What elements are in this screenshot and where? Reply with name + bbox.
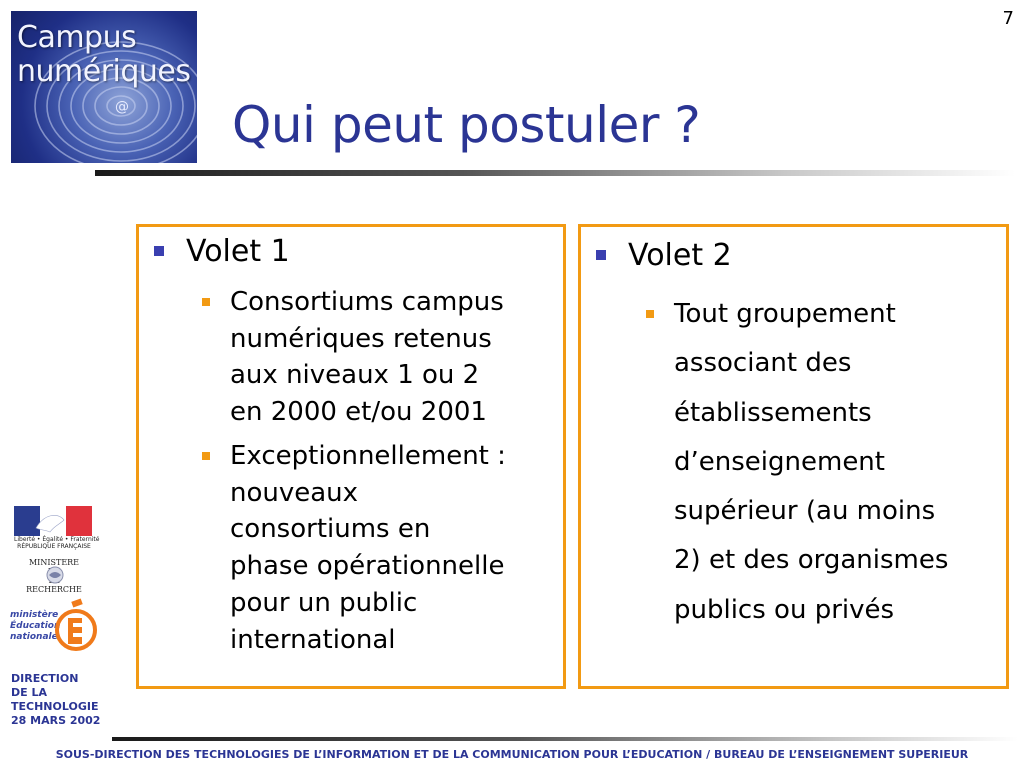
item-line: d’enseignement	[674, 446, 885, 477]
education-e-logo-icon	[54, 596, 98, 656]
ministere-recherche-text: MINISTERE RECHERCHE	[26, 558, 82, 594]
item-line: publics ou privés	[674, 594, 895, 625]
footer-text: SOUS-DIRECTION DES TECHNOLOGIES DE L’INFORMATION ET DE LA COMMUNICATION POUR L’EDUCATION / BUREAU DE L’ENSEIGNEMENT SUPERIEUR	[55, 748, 969, 761]
item-line: établissements	[674, 397, 872, 428]
item-line: 2) et des organismes	[674, 545, 949, 576]
volet1-item	[230, 438, 506, 658]
item-line: pour un public	[230, 587, 418, 618]
square-bullet-icon	[202, 452, 210, 460]
volet1-heading-text: Volet 1	[186, 234, 290, 269]
square-bullet-icon	[154, 246, 164, 256]
item-line: Consortiums campus	[230, 287, 504, 317]
item-line: consortiums en	[230, 514, 431, 545]
square-bullet-icon	[596, 250, 606, 260]
logo-line2: numériques	[17, 54, 191, 89]
item-line: Exceptionnellement :	[230, 441, 506, 471]
recherche-emblem-icon	[44, 566, 66, 584]
item-line: supérieur (au moins	[674, 496, 936, 527]
square-bullet-icon	[646, 310, 654, 318]
volet1-heading	[186, 234, 290, 269]
republique-francaise-text: Liberté • Égalité • Fraternité RÉPUBLIQUE FRANÇAISE	[14, 536, 100, 550]
volet2-heading	[628, 238, 732, 273]
item-line: Tout groupement	[674, 299, 896, 329]
svg-text:@: @	[115, 99, 129, 115]
item-line: aux niveaux 1 ou 2	[230, 360, 480, 390]
item-line: numériques retenus	[230, 323, 492, 354]
logo-line1: Campus	[17, 20, 137, 55]
campus-numeriques-logo	[11, 11, 197, 163]
item-line: associant des	[674, 348, 852, 379]
item-line: nouveaux	[230, 477, 359, 508]
volet1-item	[230, 284, 504, 430]
page-number: 7	[1002, 8, 1014, 29]
direction-block: DIRECTION DE LA TECHNOLOGIE 28 MARS 2002	[11, 672, 101, 727]
slide-title: Qui peut postuler ?	[232, 96, 701, 154]
title-divider	[95, 170, 1015, 176]
footer-divider	[112, 737, 1018, 741]
item-line: phase opérationnelle	[230, 551, 505, 582]
marianne-flag-icon	[14, 506, 92, 536]
education-nationale-text: ministère Éducation nationale	[10, 610, 61, 642]
item-line: international	[230, 624, 396, 655]
item-line: en 2000 et/ou 2001	[230, 396, 487, 427]
volet2-item	[674, 290, 948, 635]
square-bullet-icon	[202, 298, 210, 306]
volet2-heading-text: Volet 2	[628, 238, 732, 273]
